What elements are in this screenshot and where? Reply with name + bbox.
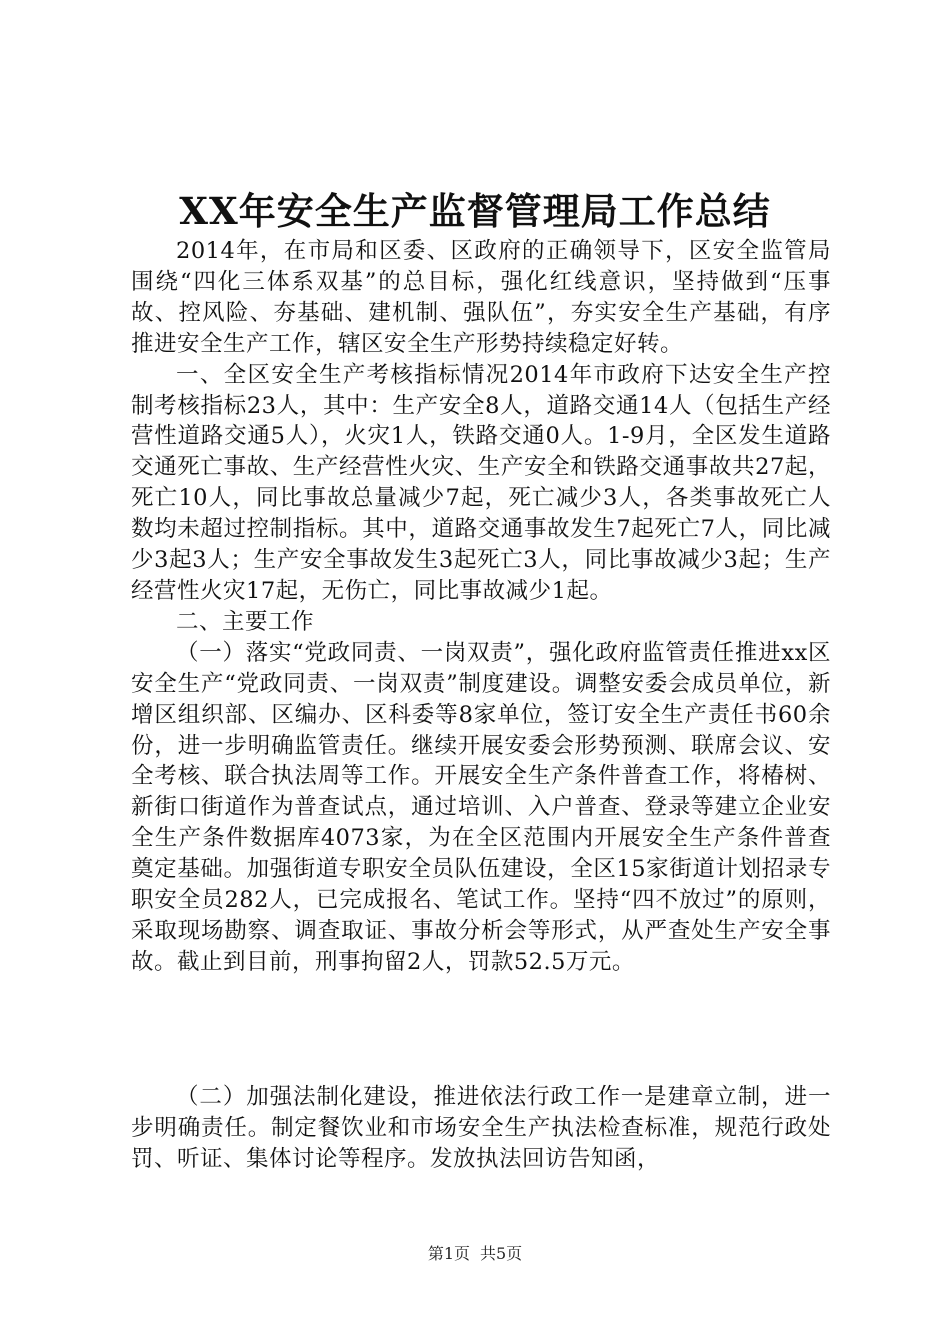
page-number: 第1页 xyxy=(427,1244,470,1263)
paragraph-intro: 2014年，在市局和区委、区政府的正确领导下，区安全监管局围绕“四化三体系双基”的总目标，强化红线意识，坚持做到“压事故、控风险、夯基础、建机制、强队伍”，夯实安全生产基础，有序推进安全生产工作，辖区安全生产形势持续稳定好转。 xyxy=(131,238,831,357)
paragraph-indicators: 一、全区安全生产考核指标情况2014年市政府下达安全生产控制考核指标23人，其中：生产安全8人，道路交通14人（包括生产经营性道路交通5人），火灾1人，铁路交通0人。1-9月，全区发生道路交通死亡事故、生产经营性火灾、生产安全和铁路交通事故共27起，死亡10人，同比事故总量减少7起，死亡减少3人，各类事故死亡人数均未超过控制指标。其中，道路交通事故发生7起死亡7人，同比减少3起3人；生产安全事故发生3起死亡3人，同比事故减少3起；生产经营性火灾17起，无伤亡，同比事故减少1起。 xyxy=(131,361,831,604)
document-title: XX年安全生产监督管理局工作总结 xyxy=(179,189,771,233)
document-body-continued xyxy=(131,1082,831,1175)
paragraph-responsibility: （一）落实“党政同责、一岗双责”，强化政府监管责任推进xx区安全生产“党政同责、一岗双责”制度建设。调整安委会成员单位，新增区组织部、区编办、区科委等8家单位，签订安全生产责任书60余份，进一步明确监管责任。继续开展安委会形势预测、联席会议、安全考核、联合执法周等工作。开展安全生产条件普查工作，将椿树、新街口街道作为普查试点，通过培训、入户普查、登录等建立企业安全生产条件数据库4073家，为在全区范围内开展安全生产条件普查奠定基础。加强街道专职安全员队伍建设，全区15家街道计划招录专职安全员282人，已完成报名、笔试工作。坚持“四不放过”的原则，采取现场勘察、调查取证、事故分析会等形式，从严查处生产安全事故。截止到目前，刑事拘留2人，罚款52.5万元。 xyxy=(131,639,831,975)
paragraph-legal-construction: （二）加强法制化建设，推进依法行政工作一是建章立制，进一步明确责任。制定餐饮业和市场安全生产执法检查标准，规范行政处罚、听证、集体讨论等程序。发放执法回访告知函， xyxy=(131,1084,831,1172)
page-total: 共5页 xyxy=(480,1244,523,1263)
page-footer xyxy=(0,1243,950,1265)
document-body xyxy=(131,236,831,978)
section-heading-main-work: 二、主要工作 xyxy=(176,608,315,635)
